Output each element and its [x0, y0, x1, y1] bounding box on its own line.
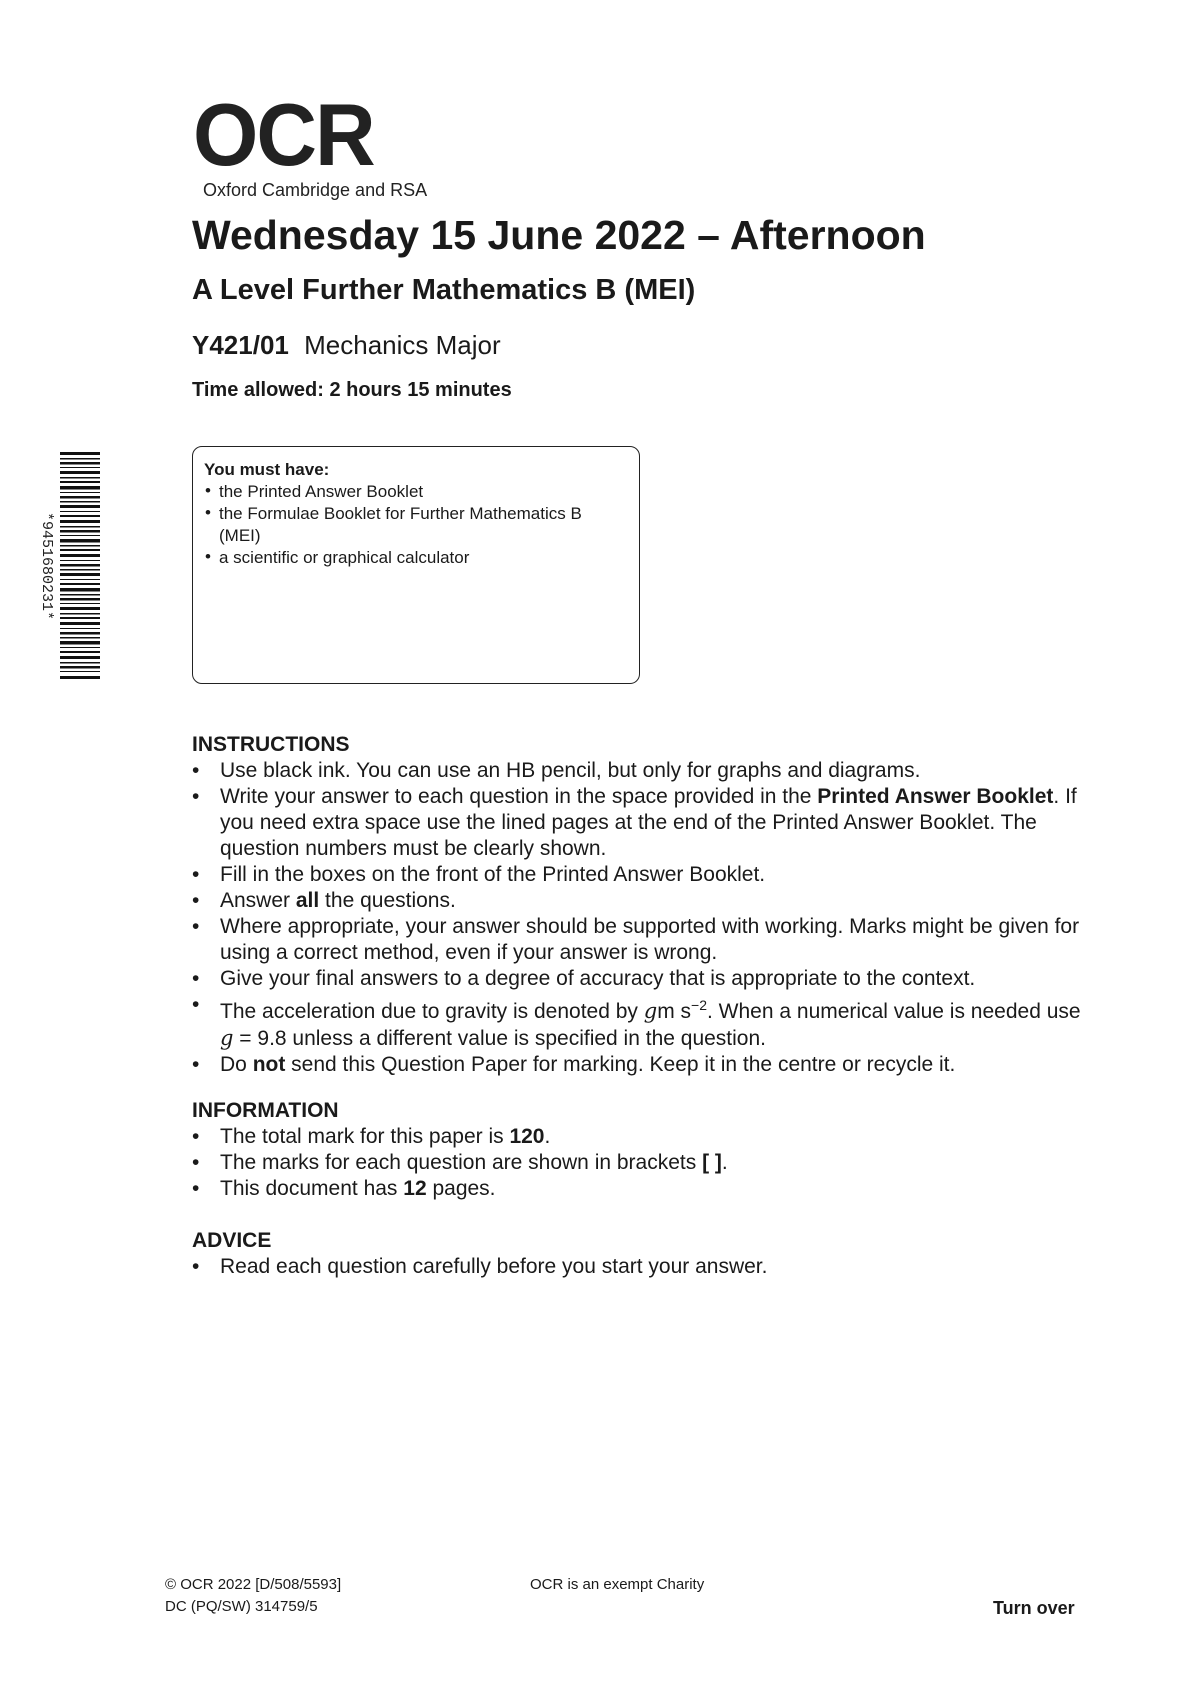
information-item: • The total mark for this paper is 120. [192, 1124, 1092, 1150]
barcode-digits: *9451680231* [38, 511, 55, 621]
footer-charity: OCR is an exempt Charity [530, 1576, 705, 1593]
instruction-item: • Do not send this Question Paper for marking. Keep it in the centre or recycle it. [192, 1052, 1092, 1078]
exam-date-title: Wednesday 15 June 2022 – Afternoon [192, 212, 926, 258]
advice-item: • Read each question carefully before you start your answer. [192, 1254, 1092, 1280]
barcode [35, 452, 101, 680]
instruction-item: • The acceleration due to gravity is denoted by gm $s^{-2}$. When a numerical value is needed use g = 9.8 unless a different value is specified in the question. [192, 992, 1092, 1052]
instruction-item: • Fill in the boxes on the front of the Printed Answer Booklet. [192, 862, 1092, 888]
ocr-logo [193, 85, 428, 201]
instruction-item: • Use black ink. You can use an HB pencil, but only for graphs and diagrams. [192, 758, 1092, 784]
time-allowed: Time allowed: 2 hours 15 minutes [192, 379, 512, 401]
advice-section [192, 1228, 1092, 1280]
must-have-item: • the Printed Answer Booklet [204, 481, 628, 503]
instructions-heading: INSTRUCTIONS [192, 733, 350, 756]
logo-tagline: Oxford Cambridge and RSA [203, 180, 428, 200]
footer-copyright: © OCR 2022 [D/508/5593] [165, 1576, 342, 1593]
must-have-box [192, 446, 640, 684]
component-line [192, 330, 501, 361]
information-item: • The marks for each question are shown in brackets [ ]. [192, 1150, 1092, 1176]
footer-left [165, 1574, 341, 1618]
barcode-bars-icon [60, 452, 100, 680]
must-have-heading: You must have: [204, 460, 330, 479]
instruction-item: • Write your answer to each question in the space provided in the Printed Answer Booklet. If you need extra space use the lined pages at the end of the Printed Answer Booklet. The question numbers must be clearly shown. [192, 784, 1092, 862]
information-list [192, 1124, 1092, 1202]
must-have-item: • the Formulae Booklet for Further Mathematics B (MEI) [204, 503, 628, 547]
turn-over-label: Turn over [993, 1598, 1075, 1618]
qualification-title: A Level Further Mathematics B (MEI) [192, 274, 696, 306]
logo-mark: OCR [193, 85, 374, 185]
component-code: Y421/01 [192, 330, 289, 360]
must-have-item: • a scientific or graphical calculator [204, 547, 628, 569]
advice-list [192, 1254, 1092, 1280]
component-name: Mechanics Major [304, 330, 501, 360]
instructions-list [192, 758, 1092, 1078]
information-section [192, 1098, 1092, 1202]
information-heading: INFORMATION [192, 1099, 339, 1122]
footer-reference: DC (PQ/SW) 314759/5 [165, 1598, 318, 1615]
instructions-section [192, 732, 1092, 1078]
instruction-item: • Where appropriate, your answer should be supported with working. Marks might be given for using a correct method, even if your answer is wrong. [192, 914, 1092, 966]
instruction-item: • Answer all the questions. [192, 888, 1092, 914]
must-have-list [204, 481, 628, 569]
instruction-item: • Give your final answers to a degree of accuracy that is appropriate to the context. [192, 966, 1092, 992]
information-item: • This document has 12 pages. [192, 1176, 1092, 1202]
advice-heading: ADVICE [192, 1229, 272, 1252]
